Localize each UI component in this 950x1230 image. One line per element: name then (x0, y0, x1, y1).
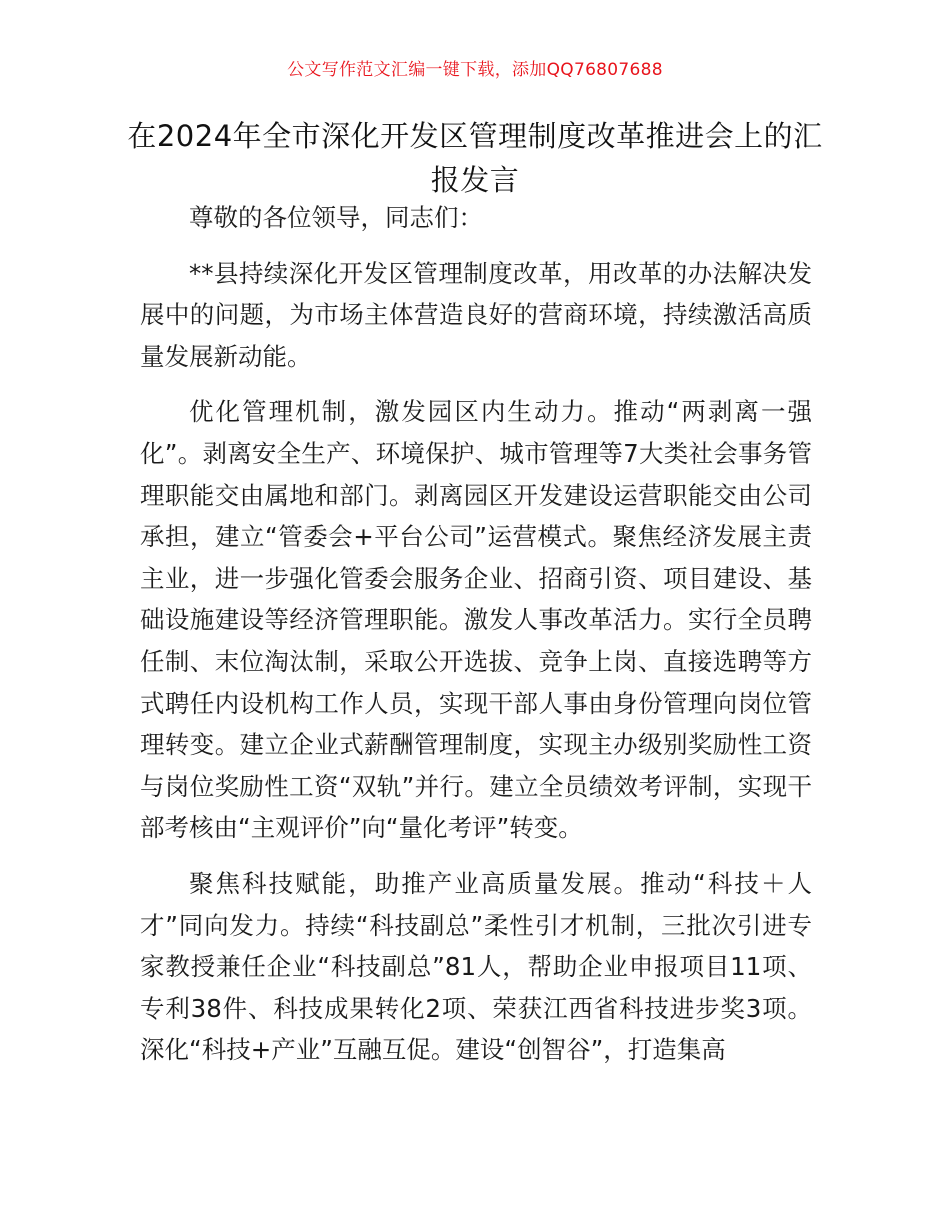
paragraph-management-mechanism: 优化管理机制，激发园区内生动力。推动“两剥离一强化”。剥离安全生产、环境保护、城市管理等7大类社会事务管理职能交由属地和部门。剥离园区开发建设运营职能交由公司承担，建立“管委会+平台公司”运营模式。聚焦经济发展主责主业，进一步强化管委会服务企业、招商引资、项目建设、基础设施建设等经济管理职能。激发人事改革活力。实行全员聘任制、末位淘汰制，采取公开选拔、竞争上岗、直接选聘等方式聘任内设机构工作人员，实现干部人事由身份管理向岗位管理转变。建立企业式薪酬管理制度，实现主办级别奖励性工资与岗位奖励性工资“双轨”并行。建立全员绩效考评制，实现干部考核由“主观评价”向“量化考评”转变。 (140, 397, 812, 843)
download-notice: 公文写作范文汇编一键下载，添加QQ76807688 (287, 60, 663, 80)
document-title: 在2024年全市深化开发区管理制度改革推进会上的汇报发言 (127, 119, 823, 197)
salutation: 尊敬的各位领导，同志们： (189, 203, 483, 232)
document-body (140, 197, 812, 1071)
paragraph-technology-empowerment: 聚焦科技赋能，助推产业高质量发展。推动“科技＋人才”同向发力。持续“科技副总”柔性引才机制，三批次引进专家教授兼任企业“科技副总”81人，帮助企业申报项目11项、专利38件、科技成果转化2项、荣获江西省科技进步奖3项。深化“科技+产业”互融互促。建设“创智谷”，打造集高 (140, 868, 812, 1065)
paragraph-intro: **县持续深化开发区管理制度改革，用改革的办法解决发展中的问题，为市场主体营造良好的营商环境，持续激活高质量发展新动能。 (140, 258, 812, 371)
